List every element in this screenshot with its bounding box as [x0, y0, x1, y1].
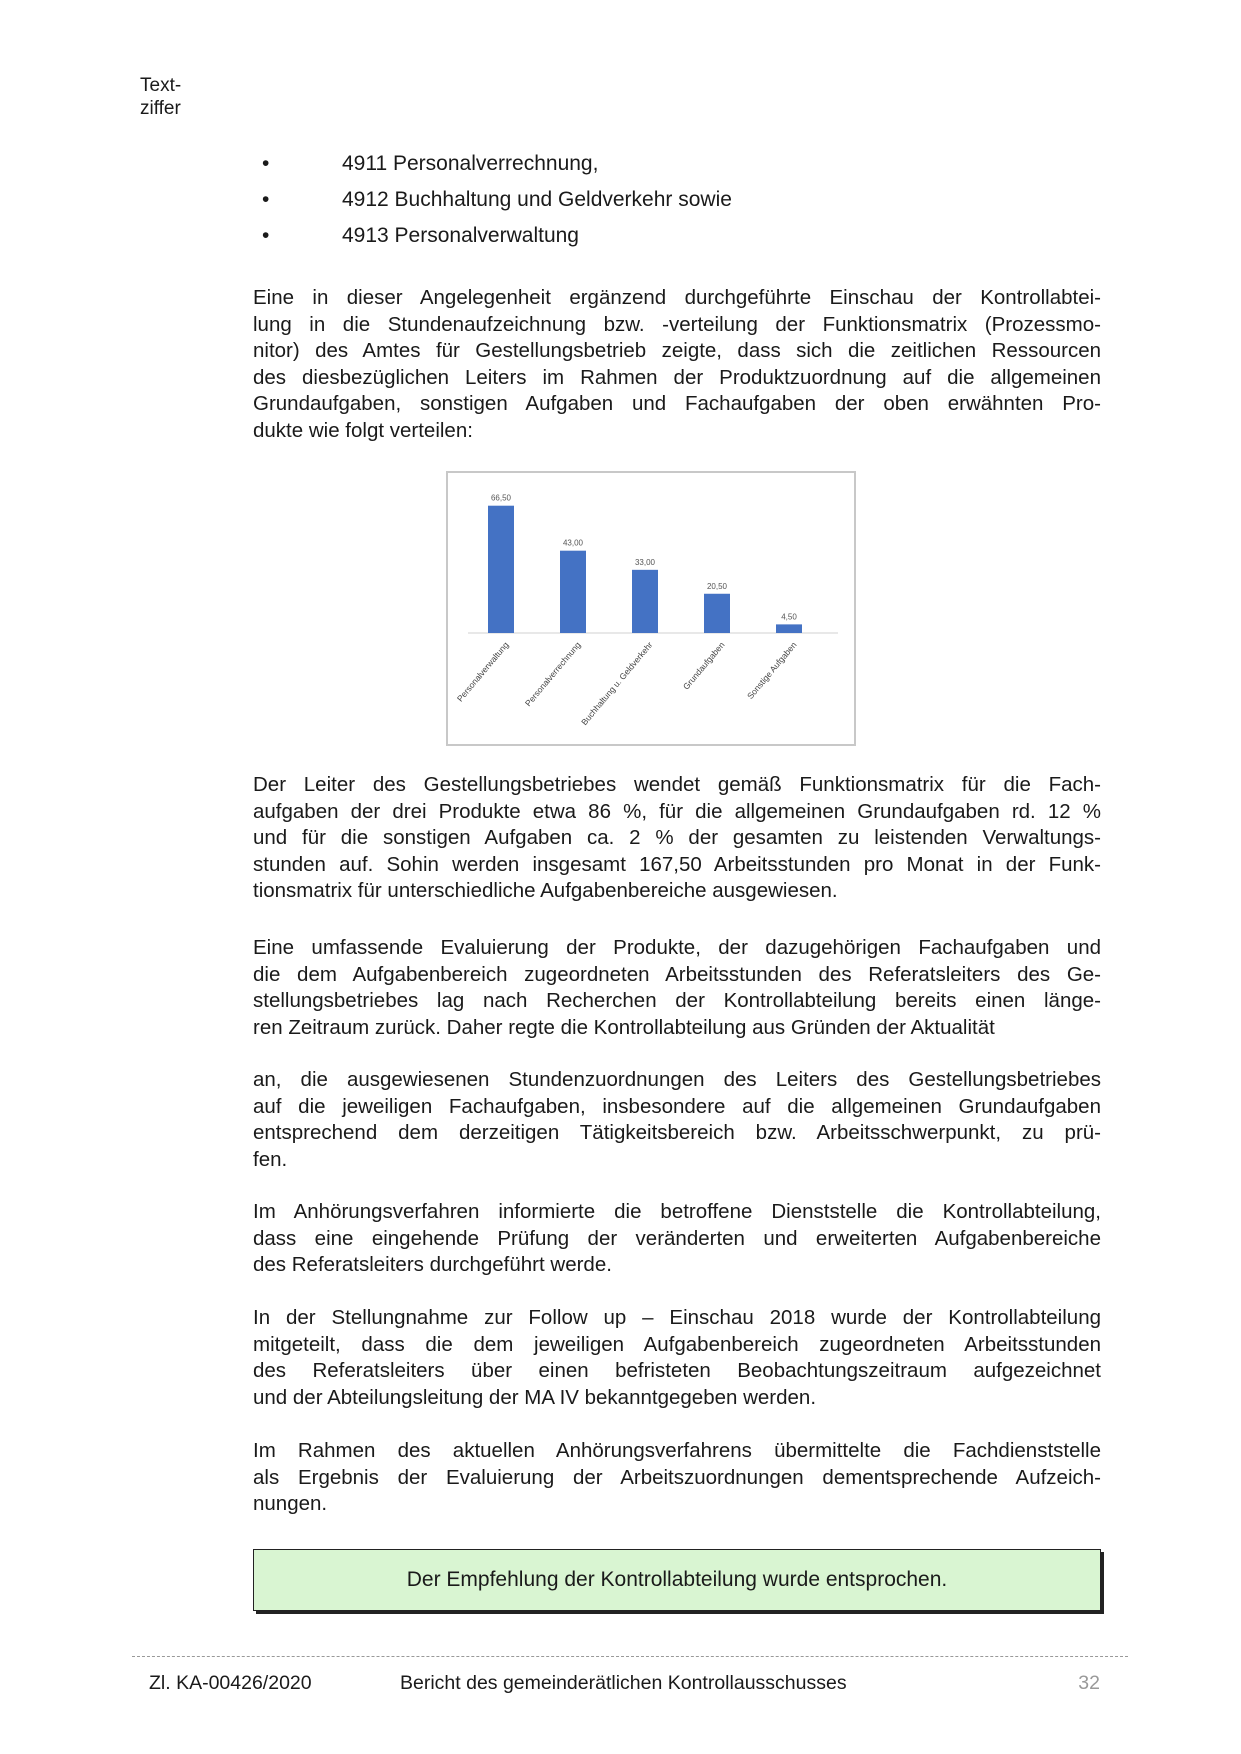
bullet-icon: • [262, 224, 270, 247]
category-label: Personalverwaltung [454, 639, 511, 704]
data-label: 33,00 [634, 557, 656, 567]
paragraph-line: nungen. [253, 1492, 328, 1515]
bullet-text: 4913 Personalverwaltung [342, 224, 579, 247]
margin-label [140, 74, 181, 120]
paragraph [253, 772, 1101, 905]
paragraph [253, 285, 1101, 444]
data-label: 20,50 [706, 581, 728, 591]
bullet-icon: • [262, 188, 270, 211]
margin-label-line: Text- [140, 75, 182, 96]
paragraph [253, 1067, 1101, 1173]
paragraph-line: stunden auf. Sohin werden insgesamt 167,50 Arbeitsstunden pro Monat in der Funk- [253, 852, 1101, 876]
conclusion-text: Der Empfehlung der Kontrollabteilung wurde entsprochen. [406, 1568, 948, 1591]
paragraph-line: Der Leiter des Gestellungsbetriebes wendet gemäß Funktionsmatrix für die Fach- [253, 773, 1101, 796]
paragraph-line: fen. [253, 1147, 288, 1171]
paragraph-line: entsprechend dem derzeitigen Tätigkeitsbereich bzw. Arbeitsschwerpunkt, zu prü- [253, 1121, 1101, 1144]
bar [560, 551, 586, 633]
paragraph [253, 1199, 1101, 1279]
paragraph-line: als Ergebnis der Evaluierung der Arbeitszuordnungen dementsprechende Aufzeich- [253, 1465, 1101, 1489]
category-label: Sonstige Aufgaben [744, 639, 799, 701]
chart-svg [448, 473, 854, 744]
paragraph-line: und für die sonstigen Aufgaben ca. 2 % der gesamten zu leistenden Verwaltungs- [253, 826, 1101, 849]
paragraph [253, 1305, 1101, 1411]
paragraph-line: des diesbezüglichen Leiters im Rahmen der Produktzuordnung auf die allgemeinen [253, 365, 1101, 389]
paragraph-line: In der Stellungnahme zur Follow up – Einschau 2018 wurde der Kontrollabteilung [253, 1306, 1101, 1329]
footer-divider [132, 1656, 1128, 1657]
bar [488, 506, 514, 633]
bar [776, 624, 802, 633]
paragraph [253, 1438, 1101, 1518]
paragraph-line: lung in die Stundenaufzeichnung bzw. -verteilung der Funktionsmatrix (Prozessmo- [253, 312, 1101, 336]
conclusion-box [253, 1549, 1101, 1611]
data-label: 4,50 [781, 612, 797, 622]
data-label: 43,00 [562, 538, 584, 548]
paragraph-line: mitgeteilt, dass die dem jeweiligen Aufgabenbereich zugeordneten Arbeitsstunden [253, 1332, 1101, 1356]
bullet-icon: • [262, 152, 270, 175]
paragraph-line: Im Rahmen des aktuellen Anhörungsverfahrens übermittelte die Fachdienststelle [253, 1439, 1101, 1462]
paragraph-line: dukte wie folgt verteilen: [253, 418, 473, 442]
paragraph-line: die dem Aufgabenbereich zugeordneten Arbeitsstunden des Referatsleiters des Ge- [253, 962, 1101, 986]
data-label: 66,50 [490, 493, 512, 503]
paragraph-line: aufgaben der drei Produkte etwa 86 %, für die allgemeinen Grundaufgaben rd. 12 % [253, 799, 1101, 823]
footer-title: Bericht des gemeinderätlichen Kontrollausschusses [400, 1672, 847, 1694]
bar [632, 570, 658, 633]
category-label: Personalverrechnung [522, 639, 583, 709]
paragraph-line: ren Zeitraum zurück. Daher regte die Kontrollabteilung aus Gründen der Aktualität [253, 1015, 995, 1039]
paragraph-line: und der Abteilungsleitung der MA IV bekanntgegeben werden. [253, 1385, 817, 1409]
paragraph-line: tionsmatrix für unterschiedliche Aufgabenbereiche ausgewiesen. [253, 879, 838, 902]
paragraph-line: dass eine eingehende Prüfung der veränderten und erweiterten Aufgabenbereiche [253, 1226, 1101, 1250]
paragraph [253, 935, 1101, 1041]
bullet-text: 4911 Personalverrechnung, [342, 152, 599, 175]
paragraph-line: Eine in dieser Angelegenheit ergänzend durchgeführte Einschau der Kontrollabtei- [253, 286, 1101, 309]
page-number: 32 [1078, 1672, 1100, 1694]
paragraph-line: auf die jeweiligen Fachaufgaben, insbesondere auf die allgemeinen Grundaufgaben [253, 1094, 1101, 1118]
paragraph-line: Eine umfassende Evaluierung der Produkte, der dazugehörigen Fachaufgaben und [253, 936, 1101, 959]
paragraph-line: an, die ausgewiesenen Stundenzuordnungen des Leiters des Gestellungsbetriebes [253, 1068, 1101, 1091]
category-label: Buchhaltung u. Geldverkehr [579, 639, 655, 728]
category-label: Grundaufgaben [680, 639, 727, 692]
margin-label-line: ziffer [140, 98, 181, 119]
paragraph-line: Grundaufgaben, sonstigen Aufgaben und Fachaufgaben der oben erwähnten Pro- [253, 392, 1101, 415]
paragraph-line: des Referatsleiters über einen befristeten Beobachtungszeitraum aufgezeichnet [253, 1359, 1101, 1382]
bar [704, 594, 730, 633]
paragraph-line: stellungsbetriebes lag nach Recherchen der Kontrollabteilung bereits einen länge- [253, 989, 1101, 1012]
footer-reference: Zl. KA-00426/2020 [149, 1672, 312, 1694]
paragraph-line: nitor) des Amtes für Gestellungsbetrieb zeigte, dass sich die zeitlichen Ressourcen [253, 339, 1101, 362]
paragraph-line: Im Anhörungsverfahren informierte die betroffene Dienststelle die Kontrollabteilung, [253, 1200, 1101, 1223]
paragraph-line: des Referatsleiters durchgeführt werde. [253, 1253, 612, 1276]
bullet-text: 4912 Buchhaltung und Geldverkehr sowie [342, 188, 732, 211]
bar-chart [446, 471, 856, 746]
